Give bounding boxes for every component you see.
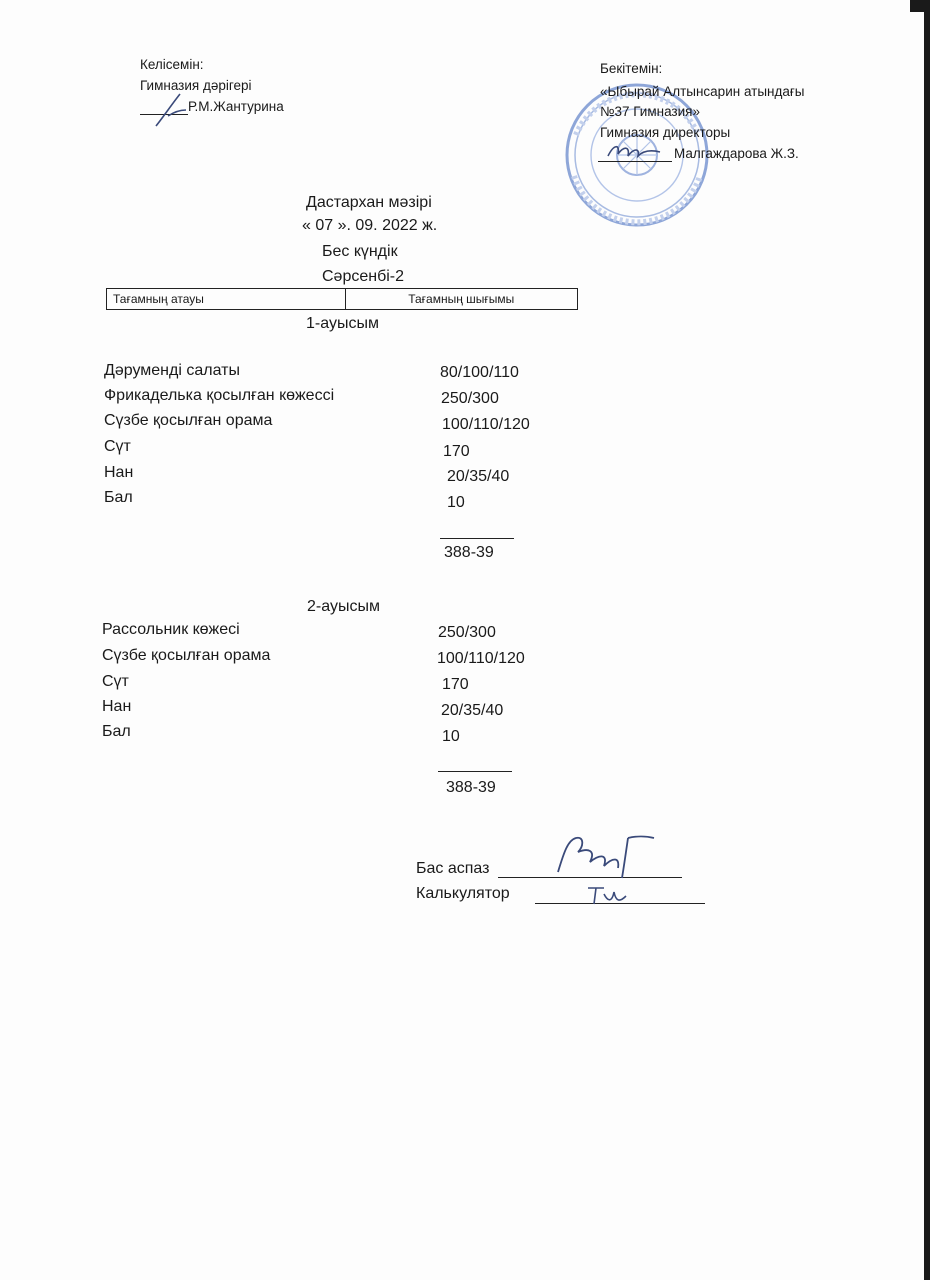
shift1-item-portion: 20/35/40 (447, 468, 510, 485)
shift1-item-portion: 100/110/120 (442, 416, 530, 433)
shift2-item-name: Нан (102, 698, 132, 715)
approval-left-line2: Гимназия дәрігері (140, 78, 252, 93)
shift2-item-name: Сүт (102, 673, 129, 690)
shift1-item-name: Сүзбе қосылған орама (104, 412, 273, 429)
shift2-item-portion: 170 (442, 676, 469, 693)
approval-right-line1: Бекітемін: (600, 61, 663, 76)
shift2-total-rule (438, 771, 512, 772)
approval-right-line4: Гимназия директоры (600, 125, 731, 140)
approval-left-name: Р.М.Жантурина (188, 99, 284, 114)
approval-right-line2: «Ыбырай Алтынсарин атындағы (600, 84, 805, 99)
menu-day: Сәрсенбі-2 (322, 268, 405, 285)
header-dish-name: Тағамның атауы (113, 292, 204, 306)
scan-edge (924, 0, 930, 1280)
shift2-item-portion: 100/110/120 (437, 650, 525, 667)
approval-right-name: Малгаждарова Ж.З. (674, 146, 799, 161)
shift1-total: 388-39 (444, 544, 494, 561)
scan-corner (910, 0, 930, 12)
shift2-item-name: Рассольник көжесі (102, 621, 240, 638)
shift1-title: 1-ауысым (306, 315, 379, 332)
shift1-item-name: Дәруменді салаты (104, 362, 240, 379)
doctor-signature (150, 86, 198, 132)
shift2-item-portion: 250/300 (438, 624, 496, 641)
shift1-item-name: Нан (104, 464, 134, 481)
header-dish-portion: Тағамның шығымы (345, 289, 578, 309)
approval-right-line3: №37 Гимназия» (600, 104, 700, 119)
calculator-signature (582, 880, 632, 908)
shift1-item-portion: 10 (447, 494, 465, 511)
shift2-item-portion: 10 (442, 728, 460, 745)
chef-signature (550, 832, 660, 882)
shift1-item-name: Сүт (104, 438, 131, 455)
shift2-item-portion: 20/35/40 (441, 702, 504, 719)
shift1-item-portion: 250/300 (441, 390, 499, 407)
shift2-item-name: Бал (102, 723, 131, 740)
shift1-item-name: Фрикаделька қосылған көжессі (104, 387, 335, 404)
shift2-total: 388-39 (446, 779, 496, 796)
calculator-label: Калькулятор (416, 885, 510, 902)
shift1-item-name: Бал (104, 489, 133, 506)
approval-left-line1: Келісемін: (140, 57, 204, 72)
director-signature (604, 138, 664, 164)
shift2-title: 2-ауысым (307, 598, 380, 615)
menu-table-header (106, 288, 578, 310)
menu-title: Дастархан мәзірі (306, 194, 432, 211)
menu-period: Бес күндік (322, 243, 398, 260)
shift2-item-name: Сүзбе қосылған орама (102, 647, 271, 664)
shift1-total-rule (440, 538, 514, 539)
shift1-item-portion: 170 (443, 443, 470, 460)
menu-date: « 07 ». 09. 2022 ж. (302, 217, 438, 234)
chef-label: Бас аспаз (416, 860, 490, 877)
shift1-item-portion: 80/100/110 (440, 364, 519, 381)
